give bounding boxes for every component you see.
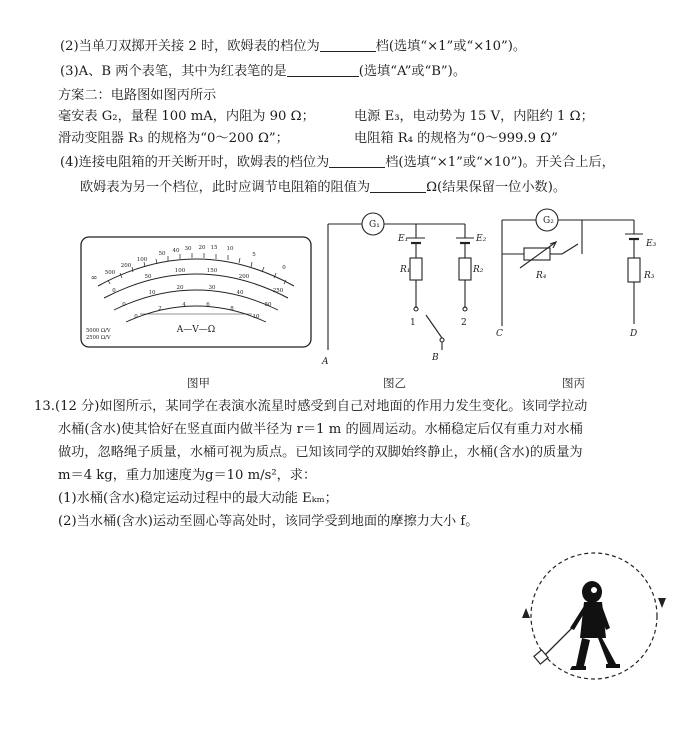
person-figure — [570, 581, 620, 670]
terminal-c-label: C — [496, 329, 503, 339]
top-scale-tick-label: 10 — [226, 246, 234, 252]
q12-part4b-after: Ω(结果保留一位小数)。 — [426, 180, 567, 195]
ohm-infinity-mark: ∞ — [90, 273, 98, 282]
q12-part3-after: (选填“A”或“B”)。 — [358, 64, 467, 79]
top-scale-tick-label: 15 — [210, 245, 218, 251]
rotation-arrow-icon — [658, 598, 666, 608]
top-scale-tick-label: 0 — [282, 265, 286, 271]
q12-part4b-before: 欧姆表为另一个档位，此时应调节电阻箱的阻值为 — [80, 180, 371, 195]
inner-scale-tick-label: 40 — [236, 290, 244, 296]
q13-line4: m＝4 kg，重力加速度为g＝10 m/s²，求： — [58, 468, 317, 483]
probe-b-label: B — [432, 353, 439, 363]
bucket-icon — [534, 650, 548, 664]
spec-source-e3: 电源 E₃，电动势为 15 V，内阻约 1 Ω； — [354, 109, 594, 124]
inner-scale-tick-label: 10 — [148, 290, 156, 296]
source-e1-label: E₁ — [398, 234, 409, 244]
meter-g1-label: G₁ — [369, 220, 380, 230]
resistor-r2-label: R₂ — [473, 265, 484, 275]
q12-part4-before: (4)连接电阻箱的开关断开时，欧姆表的档位为 — [60, 155, 330, 170]
top-scale-tick-label: 40 — [172, 248, 180, 254]
figure-jia-caption: 图甲 — [187, 376, 210, 390]
inner-scale-tick-label: 0 — [122, 302, 126, 308]
answer-blank[interactable] — [370, 178, 426, 193]
q12-part2 — [60, 37, 526, 56]
spec-milliammeter: 毫安表 G₂，量程 100 mA，内阻为 90 Ω； — [58, 109, 315, 124]
q12-part4-line1 — [60, 153, 615, 172]
mid-scale-tick-label: 200 — [238, 274, 250, 280]
probe-a-label: A — [322, 357, 329, 367]
top-scale-tick-label: 500 — [104, 270, 116, 276]
inner-scale-tick-label: 20 — [176, 285, 184, 291]
mid-scale-tick-label: 150 — [206, 268, 218, 274]
q13-line3: 做功，忽略绳子质量，水桶可视为质点。已知该同学的双脚始终静止，水桶(含水)的质量为 — [58, 445, 583, 460]
inner-scale-tick-label: 30 — [208, 285, 216, 291]
mid-scale-tick-label: 250 — [272, 288, 284, 294]
low-scale-tick-label: 10 — [252, 314, 260, 320]
q12-part2-after: 档(选填“×1”或“×10”)。 — [375, 39, 527, 54]
switch-terminal-2: 2 — [461, 318, 467, 328]
figure-water-meteor — [514, 548, 674, 688]
top-scale-tick-label: 50 — [158, 251, 166, 257]
q13-part1: (1)水桶(含水)稳定运动过程中的最大动能 Eₖₘ； — [58, 491, 338, 506]
spec-resistance-box-r4: 电阻箱 R₄ 的规格为“0～999.9 Ω” — [354, 131, 558, 146]
resistor-r1-label: R₁ — [400, 265, 411, 275]
low-scale-tick-label: 2 — [158, 306, 162, 312]
top-scale-tick-label: 200 — [120, 263, 132, 269]
top-scale-tick-label: 20 — [198, 245, 206, 251]
q13-part2: (2)当水桶(含水)运动至圆心等高处时，该同学受到地面的摩擦力大小 f。 — [58, 514, 479, 529]
figure-jia-multimeter-dial — [80, 236, 312, 348]
q12-part3-before: (3)A、B 两个表笔，其中为红表笔的是 — [60, 64, 287, 79]
rotation-arrow-icon — [522, 608, 530, 618]
q12-part3 — [60, 62, 466, 81]
low-scale-tick-label: 6 — [206, 302, 210, 308]
source-e2-label: E₂ — [476, 234, 487, 244]
mid-scale-tick-label: 100 — [174, 268, 186, 274]
mid-scale-tick-label: 50 — [144, 274, 152, 280]
q13-line2: 水桶(含水)使其恰好在竖直面内做半径为 r＝1 m 的圆周运动。水桶稳定后仅有重力对水桶 — [58, 422, 583, 437]
low-scale-tick-label: 4 — [182, 302, 186, 308]
low-scale-tick-label: 8 — [230, 306, 234, 312]
spec-rheostat-r3: 滑动变阻器 R₃ 的规格为“0～200 Ω”； — [58, 131, 289, 146]
figure-yi-caption: 图乙 — [383, 376, 406, 390]
answer-blank[interactable] — [320, 37, 376, 52]
rheostat-r3-label: R₃ — [644, 271, 655, 281]
inner-scale-tick-label: 50 — [264, 302, 272, 308]
answer-blank[interactable] — [287, 62, 359, 77]
q12-part4-after: 档(选填“×1”或“×10”)。开关合上后， — [385, 155, 615, 170]
resistance-box-r4-label: R₄ — [536, 271, 547, 281]
low-scale-tick-label: 0 — [134, 314, 138, 320]
dial-sensitivity-mark: 5000 Ω/V — [86, 328, 111, 334]
source-e3-label: E₃ — [646, 239, 657, 249]
top-scale-tick-label: 30 — [184, 246, 192, 252]
rope — [544, 628, 572, 656]
dial-center-label: A—V—Ω — [176, 325, 216, 335]
terminal-d-label: D — [630, 329, 638, 339]
q13-line1: 13.(12 分)如图所示，某同学在表演水流星时感受到自己对地面的作用力发生变化。该同学拉动 — [34, 399, 588, 414]
figure-bing-caption: 图丙 — [562, 376, 585, 390]
switch-terminal-1: 1 — [410, 318, 416, 328]
meter-g2-label: G₂ — [543, 216, 554, 226]
mid-scale-tick-label: 0 — [112, 288, 116, 294]
dial-sensitivity-mark: 2500 Ω/V — [86, 335, 111, 341]
top-scale-tick-label: 100 — [136, 257, 148, 263]
scheme-two-heading: 方案二：电路图如图丙所示 — [58, 88, 217, 103]
top-scale-tick-label: 5 — [252, 252, 256, 258]
figure-bing-circuit — [494, 206, 674, 346]
answer-blank[interactable] — [329, 153, 385, 168]
figure-yi-circuit — [320, 208, 500, 368]
q12-part4-line2 — [80, 178, 566, 197]
q12-part2-before: (2)当单刀双掷开关接 2 时，欧姆表的档位为 — [60, 39, 320, 54]
